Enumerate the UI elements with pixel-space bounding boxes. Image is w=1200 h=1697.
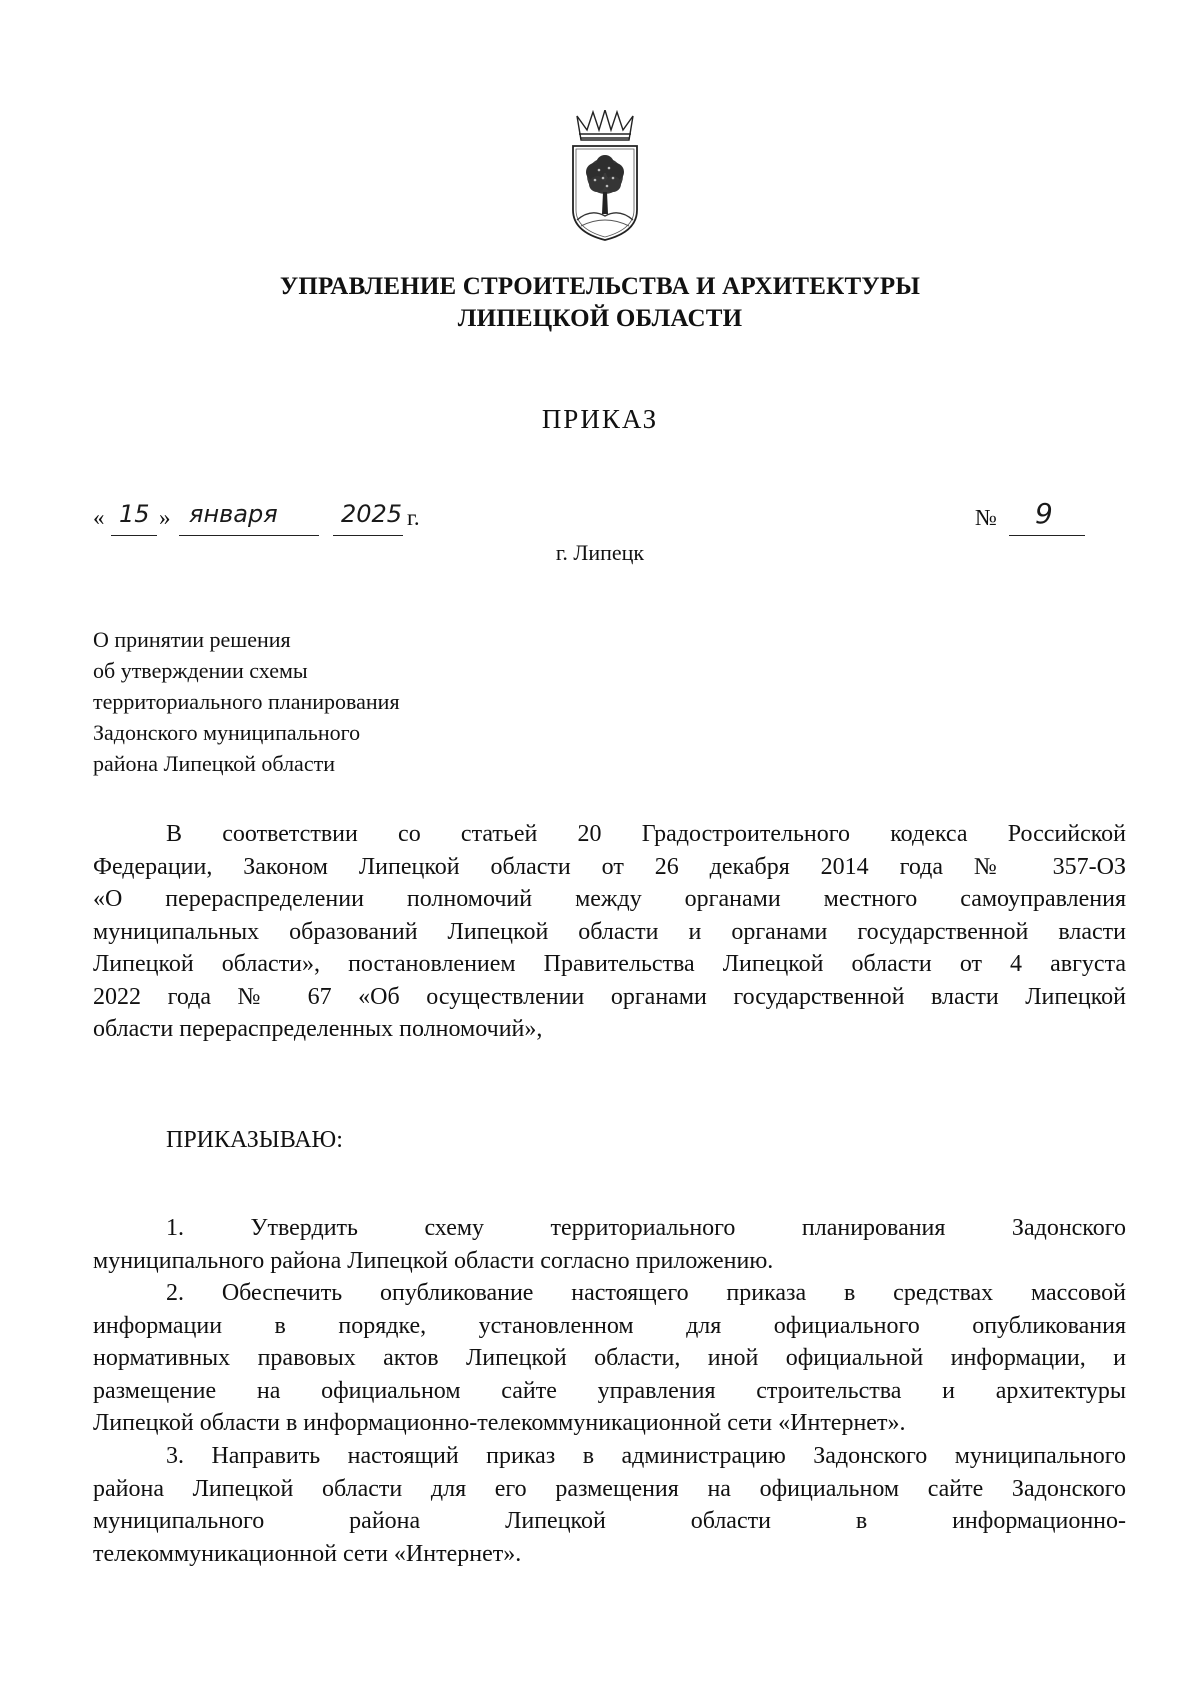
number-underline xyxy=(1009,535,1085,536)
preamble-line: муниципальных образований Липецкой области и органами государственной власти xyxy=(93,918,1126,945)
date-day-underline xyxy=(111,535,157,536)
preamble-line: Липецкой области», постановлением Правительства Липецкой области от 4 августа xyxy=(93,951,1126,977)
document-city: г. Липецк xyxy=(555,540,645,565)
item-line: Липецкой области в информационно-телекоммуникационной сети «Интернет». xyxy=(93,1410,906,1436)
preamble-line: «О перераспределении полномочий между органами местного самоуправления xyxy=(93,886,1126,912)
item-line: 2. Обеспечить опубликование настоящего приказа в средствах массовой xyxy=(166,1280,1126,1306)
item-line: размещение на официальном сайте управления строительства и архитектуры xyxy=(93,1377,1126,1404)
order-item-2 xyxy=(93,1277,1126,1440)
number-label: № xyxy=(975,505,997,530)
item-line: муниципального района Липецкой области в информационно- xyxy=(93,1508,1126,1534)
preamble-paragraph xyxy=(93,818,1126,1046)
order-item-1 xyxy=(93,1212,1126,1277)
item-line: 3. Направить настоящий приказ в администрацию Задонского муниципального xyxy=(166,1443,1126,1469)
order-item-3 xyxy=(93,1440,1126,1570)
subject-line: Задонского муниципального xyxy=(93,720,361,745)
date-day: 15 xyxy=(119,500,150,528)
organization-name-line2: ЛИПЕЦКОЙ ОБЛАСТИ xyxy=(457,305,743,332)
item-line: информации в порядке, установленном для официального опубликования xyxy=(93,1312,1126,1339)
subject-line: территориального планирования xyxy=(93,689,400,714)
preamble-line: Федерации, Законом Липецкой области от 26 декабря 2014 года № 357-ОЗ xyxy=(93,853,1126,880)
date-year: 2025 xyxy=(341,500,403,528)
date-close-quote: » xyxy=(159,505,171,530)
preamble-line: В соответствии со статьей 20 Градостроительного кодекса Российской xyxy=(166,821,1126,847)
item-line: муниципального района Липецкой области согласно приложению. xyxy=(93,1247,774,1274)
subject-line: О принятии решения xyxy=(93,627,291,652)
document-subject xyxy=(93,624,400,779)
date-month-underline xyxy=(179,535,319,536)
document-number xyxy=(975,497,1105,539)
item-line: телекоммуникационной сети «Интернет». xyxy=(93,1540,522,1567)
document-type-title: ПРИКАЗ xyxy=(541,404,659,434)
date-month: января xyxy=(189,500,278,528)
preamble-line: 2022 года № 67 «Об осуществлении органами государственной власти Липецкой xyxy=(93,983,1126,1010)
number-value: 9 xyxy=(1035,497,1053,530)
item-line: 1. Утвердить схему территориального планирования Задонского xyxy=(166,1215,1126,1241)
subject-line: района Липецкой области xyxy=(93,751,335,776)
order-word: ПРИКАЗЫВАЮ: xyxy=(166,1127,343,1153)
item-line: района Липецкой области для его размещения на официальном сайте Задонского xyxy=(93,1475,1126,1502)
organization-name-line1: УПРАВЛЕНИЕ СТРОИТЕЛЬСТВА И АРХИТЕКТУРЫ xyxy=(279,273,921,300)
preamble-line: области перераспределенных полномочий», xyxy=(93,1016,543,1042)
date-year-suffix: г. xyxy=(407,505,420,530)
coat-of-arms-icon xyxy=(567,110,643,242)
date-year-underline xyxy=(333,535,403,536)
date-open-quote: « xyxy=(93,505,105,530)
subject-line: об утверждении схемы xyxy=(93,658,308,683)
item-line: нормативных правовых актов Липецкой области, иной официальной информации, и xyxy=(93,1345,1126,1371)
